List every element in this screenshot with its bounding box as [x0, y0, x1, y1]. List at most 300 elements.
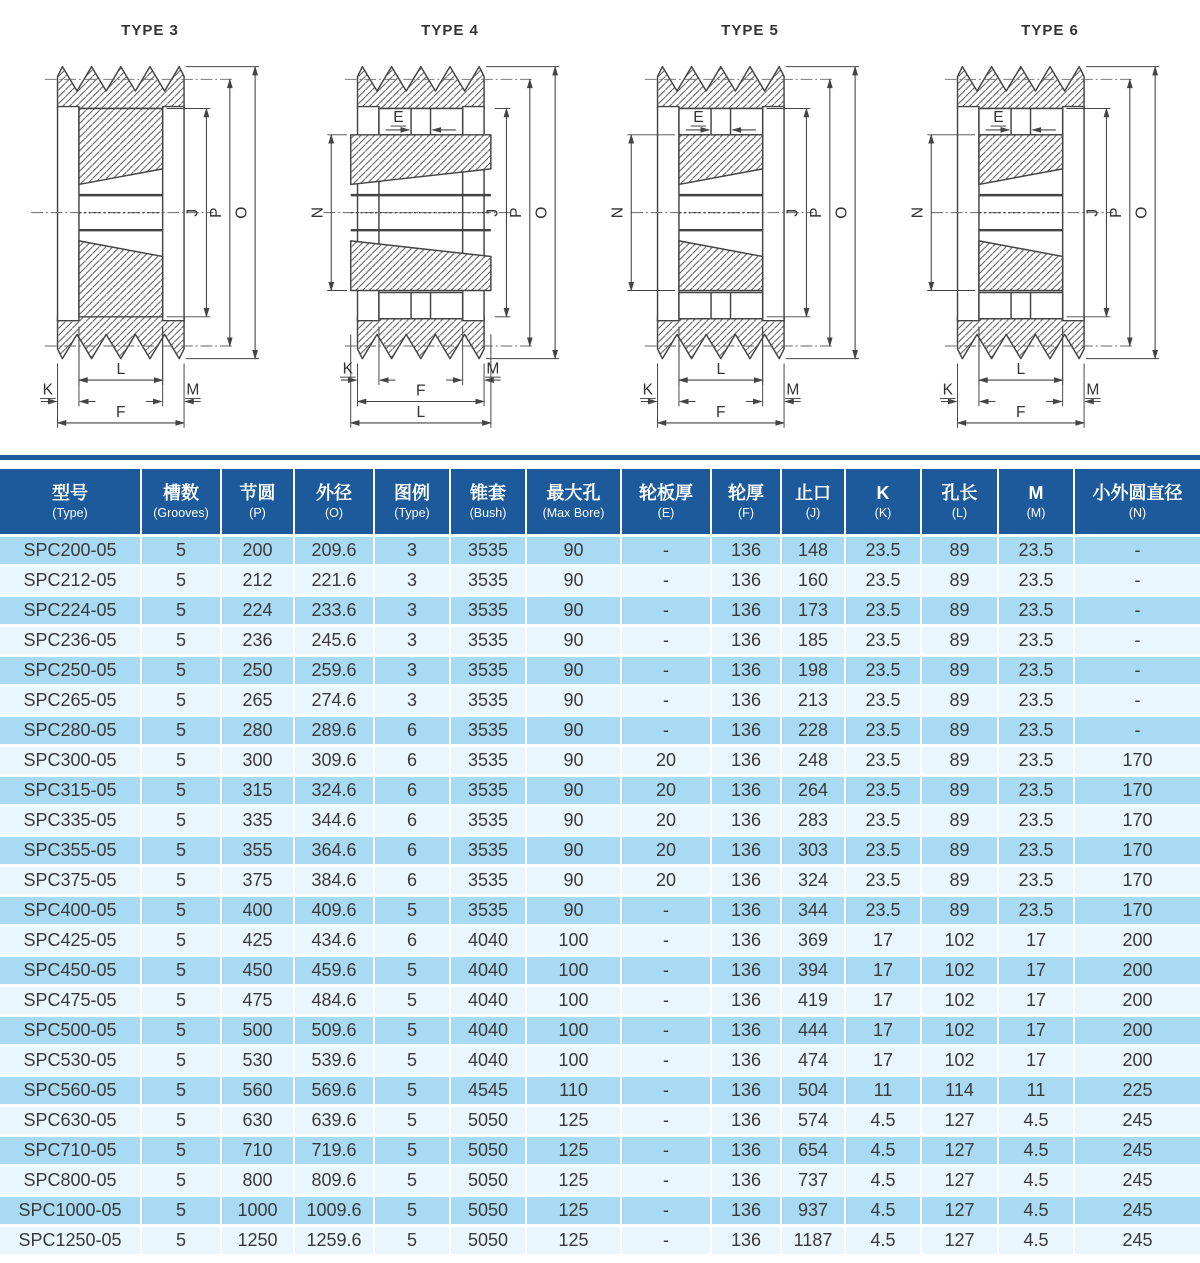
- table-cell: 136: [712, 1197, 782, 1227]
- table-cell: -: [622, 927, 712, 957]
- pulley-drawing-type4: [304, 41, 596, 433]
- table-cell: 6: [375, 807, 451, 837]
- table-row-SPC425-05: [0, 927, 1200, 957]
- dim-label-E: E: [993, 109, 1004, 127]
- table-cell: 170: [1075, 867, 1200, 897]
- table-cell: 5: [375, 1107, 451, 1137]
- table-cell: 90: [527, 717, 622, 747]
- table-cell: 23.5: [846, 807, 922, 837]
- table-cell: 3535: [451, 657, 527, 687]
- table-cell: 90: [527, 867, 622, 897]
- table-cell: SPC1250-05: [0, 1227, 142, 1257]
- table-cell: 569.6: [295, 1077, 375, 1107]
- table-cell: SPC224-05: [0, 597, 142, 627]
- table-cell: 200: [1075, 987, 1200, 1017]
- table-cell: 212: [222, 567, 295, 597]
- table-cell: 125: [527, 1197, 622, 1227]
- table-cell: 3535: [451, 897, 527, 927]
- table-cell: 3535: [451, 567, 527, 597]
- header-cell-10: [846, 469, 922, 537]
- table-row-SPC224-05: [0, 597, 1200, 627]
- header-en: (Bush): [469, 506, 507, 521]
- table-cell: SPC375-05: [0, 867, 142, 897]
- dim-label-P: P: [808, 207, 826, 218]
- table-cell: 23.5: [999, 687, 1075, 717]
- header-cell-9: [782, 469, 846, 537]
- table-cell: 4040: [451, 957, 527, 987]
- table-cell: 136: [712, 657, 782, 687]
- table-cell: 5: [375, 897, 451, 927]
- table-cell: SPC200-05: [0, 537, 142, 567]
- header-zh: 小外圆直径: [1092, 482, 1183, 503]
- table-cell: 3535: [451, 597, 527, 627]
- table-row-SPC1250-05: [0, 1227, 1200, 1257]
- table-row-SPC450-05: [0, 957, 1200, 987]
- table-cell: -: [622, 897, 712, 927]
- table-cell: 3535: [451, 867, 527, 897]
- table-cell: SPC450-05: [0, 957, 142, 987]
- table-cell: 509.6: [295, 1017, 375, 1047]
- header-cell-3: [295, 469, 375, 537]
- table-cell: 136: [712, 1107, 782, 1137]
- table-cell: 102: [922, 957, 999, 987]
- dim-label-M: M: [186, 381, 200, 399]
- table-cell: 4545: [451, 1077, 527, 1107]
- table-cell: 245: [1075, 1107, 1200, 1137]
- table-row-SPC335-05: [0, 807, 1200, 837]
- table-cell: 17: [846, 1047, 922, 1077]
- table-cell: 6: [375, 717, 451, 747]
- table-cell: 1259.6: [295, 1227, 375, 1257]
- spec-table-header: [0, 469, 1200, 537]
- table-cell: 89: [922, 567, 999, 597]
- table-cell: 245: [1075, 1137, 1200, 1167]
- table-row-SPC375-05: [0, 867, 1200, 897]
- table-cell: 17: [846, 987, 922, 1017]
- table-cell: 89: [922, 837, 999, 867]
- table-cell: 136: [712, 897, 782, 927]
- table-cell: 127: [922, 1137, 999, 1167]
- table-cell: 23.5: [846, 747, 922, 777]
- table-cell: SPC250-05: [0, 657, 142, 687]
- table-cell: 89: [922, 897, 999, 927]
- table-cell: 89: [922, 807, 999, 837]
- table-cell: 5050: [451, 1107, 527, 1137]
- table-cell: 136: [712, 1047, 782, 1077]
- table-cell: -: [622, 627, 712, 657]
- table-cell: 245: [1075, 1197, 1200, 1227]
- header-cell-8: [712, 469, 782, 537]
- table-cell: 344: [782, 897, 846, 927]
- table-cell: 1009.6: [295, 1197, 375, 1227]
- table-cell: SPC530-05: [0, 1047, 142, 1077]
- table-cell: 5: [142, 1017, 222, 1047]
- table-cell: 315: [222, 777, 295, 807]
- table-cell: 136: [712, 567, 782, 597]
- table-cell: 17: [999, 957, 1075, 987]
- table-cell: 309.6: [295, 747, 375, 777]
- table-cell: 5: [375, 1227, 451, 1257]
- diagram-type3: [0, 0, 300, 455]
- table-cell: 809.6: [295, 1167, 375, 1197]
- table-cell: 937: [782, 1197, 846, 1227]
- table-cell: 3535: [451, 627, 527, 657]
- table-cell: 800: [222, 1167, 295, 1197]
- diagram-title: TYPE 6: [1021, 22, 1079, 39]
- table-cell: 20: [622, 747, 712, 777]
- table-cell: 89: [922, 657, 999, 687]
- table-cell: 5: [142, 807, 222, 837]
- table-cell: 136: [712, 627, 782, 657]
- table-cell: -: [622, 957, 712, 987]
- table-cell: 11: [999, 1077, 1075, 1107]
- diagram-type6: [900, 0, 1200, 455]
- table-cell: SPC355-05: [0, 837, 142, 867]
- table-cell: 170: [1075, 777, 1200, 807]
- table-cell: 102: [922, 927, 999, 957]
- dim-label-L: L: [1016, 361, 1026, 379]
- table-cell: 303: [782, 837, 846, 867]
- diagram-title: TYPE 3: [121, 22, 179, 39]
- table-cell: 504: [782, 1077, 846, 1107]
- table-cell: 394: [782, 957, 846, 987]
- header-en: (M): [1026, 506, 1046, 521]
- table-cell: 125: [527, 1167, 622, 1197]
- table-cell: 136: [712, 987, 782, 1017]
- pulley-drawing-type5: [604, 41, 896, 433]
- table-cell: 5: [375, 957, 451, 987]
- dim-label-F: F: [116, 404, 126, 422]
- table-cell: 20: [622, 867, 712, 897]
- pulley-body: [631, 67, 833, 359]
- table-cell: 5: [375, 1197, 451, 1227]
- table-cell: 200: [1075, 1047, 1200, 1077]
- table-cell: 719.6: [295, 1137, 375, 1167]
- table-cell: 259.6: [295, 657, 375, 687]
- table-cell: 23.5: [999, 537, 1075, 567]
- table-row-SPC630-05: [0, 1107, 1200, 1137]
- header-en: (N): [1128, 506, 1147, 521]
- table-cell: 233.6: [295, 597, 375, 627]
- table-cell: 89: [922, 777, 999, 807]
- header-cell-11: [922, 469, 999, 537]
- dim-label-F: F: [416, 382, 426, 400]
- table-cell: SPC335-05: [0, 807, 142, 837]
- header-en: (E): [657, 506, 675, 521]
- table-cell: -: [622, 1077, 712, 1107]
- table-cell: 630: [222, 1107, 295, 1137]
- dim-label-P: P: [1108, 207, 1126, 218]
- table-cell: SPC212-05: [0, 567, 142, 597]
- dim-label-O: O: [1133, 206, 1151, 219]
- table-cell: SPC560-05: [0, 1077, 142, 1107]
- table-cell: 5: [375, 987, 451, 1017]
- table-row-SPC475-05: [0, 987, 1200, 1017]
- table-cell: 6: [375, 747, 451, 777]
- dim-label-M: M: [1086, 381, 1100, 399]
- table-cell: 170: [1075, 807, 1200, 837]
- table-cell: SPC400-05: [0, 897, 142, 927]
- table-cell: 125: [527, 1227, 622, 1257]
- table-cell: 5050: [451, 1167, 527, 1197]
- table-cell: 4040: [451, 927, 527, 957]
- table-cell: 102: [922, 1017, 999, 1047]
- table-cell: 264: [782, 777, 846, 807]
- table-cell: 3535: [451, 777, 527, 807]
- table-cell: 369: [782, 927, 846, 957]
- table-row-SPC710-05: [0, 1137, 1200, 1167]
- table-cell: -: [622, 1017, 712, 1047]
- table-cell: 5: [142, 837, 222, 867]
- header-zh: 轮厚: [728, 482, 764, 503]
- table-cell: 17: [846, 927, 922, 957]
- table-cell: -: [622, 1167, 712, 1197]
- table-cell: 355: [222, 837, 295, 867]
- table-cell: 3535: [451, 807, 527, 837]
- table-cell: 5: [375, 1077, 451, 1107]
- table-cell: 228: [782, 717, 846, 747]
- table-cell: 23.5: [999, 717, 1075, 747]
- table-cell: 444: [782, 1017, 846, 1047]
- table-cell: 4.5: [846, 1227, 922, 1257]
- header-en: (L): [951, 506, 968, 521]
- table-cell: 5: [375, 1167, 451, 1197]
- table-cell: 136: [712, 597, 782, 627]
- table-cell: SPC710-05: [0, 1137, 142, 1167]
- table-cell: 100: [527, 1047, 622, 1077]
- table-cell: 654: [782, 1137, 846, 1167]
- table-cell: 136: [712, 687, 782, 717]
- dim-label-M: M: [486, 360, 500, 378]
- table-cell: 1000: [222, 1197, 295, 1227]
- table-cell: 90: [527, 837, 622, 867]
- table-row-SPC280-05: [0, 717, 1200, 747]
- table-cell: 4.5: [999, 1107, 1075, 1137]
- table-cell: 185: [782, 627, 846, 657]
- table-cell: 136: [712, 717, 782, 747]
- table-cell: 23.5: [846, 867, 922, 897]
- table-cell: 17: [999, 987, 1075, 1017]
- table-cell: -: [622, 1137, 712, 1167]
- table-cell: 127: [922, 1107, 999, 1137]
- table-cell: 5: [142, 897, 222, 927]
- table-cell: 160: [782, 567, 846, 597]
- dim-label-O: O: [833, 206, 851, 219]
- table-cell: -: [622, 1227, 712, 1257]
- table-cell: 5: [142, 1107, 222, 1137]
- table-cell: SPC265-05: [0, 687, 142, 717]
- table-cell: 23.5: [999, 777, 1075, 807]
- table-cell: 6: [375, 777, 451, 807]
- table-cell: 484.6: [295, 987, 375, 1017]
- table-cell: SPC300-05: [0, 747, 142, 777]
- table-cell: 5: [142, 1077, 222, 1107]
- table-cell: 4.5: [846, 1197, 922, 1227]
- dim-label-N: N: [609, 207, 627, 219]
- table-cell: 136: [712, 537, 782, 567]
- table-top-rule: [0, 455, 1200, 460]
- table-cell: 89: [922, 717, 999, 747]
- table-cell: 3: [375, 597, 451, 627]
- table-cell: 90: [527, 687, 622, 717]
- table-cell: -: [1075, 567, 1200, 597]
- table-cell: 200: [1075, 927, 1200, 957]
- table-cell: 170: [1075, 897, 1200, 927]
- dim-label-E: E: [693, 109, 704, 127]
- table-cell: 3: [375, 687, 451, 717]
- table-cell: 23.5: [846, 597, 922, 627]
- diagram-type4: [300, 0, 600, 455]
- table-cell: 100: [527, 1017, 622, 1047]
- table-cell: 409.6: [295, 897, 375, 927]
- header-zh: 锥套: [470, 482, 506, 503]
- table-cell: 4.5: [999, 1227, 1075, 1257]
- table-cell: SPC800-05: [0, 1167, 142, 1197]
- table-cell: 5050: [451, 1227, 527, 1257]
- table-cell: 5: [142, 1047, 222, 1077]
- table-cell: 5: [375, 1047, 451, 1077]
- dim-label-J: J: [184, 208, 202, 217]
- table-cell: 5: [375, 1017, 451, 1047]
- table-cell: 100: [527, 987, 622, 1017]
- table-row-SPC315-05: [0, 777, 1200, 807]
- dim-label-K: K: [342, 360, 353, 378]
- table-cell: 136: [712, 1167, 782, 1197]
- table-cell: 4.5: [846, 1167, 922, 1197]
- table-cell: 23.5: [999, 597, 1075, 627]
- table-cell: 221.6: [295, 567, 375, 597]
- table-cell: 136: [712, 1227, 782, 1257]
- header-cell-13: [1075, 469, 1200, 537]
- diagram-title: TYPE 4: [421, 22, 479, 39]
- table-row-SPC200-05: [0, 537, 1200, 567]
- table-cell: 335: [222, 807, 295, 837]
- table-row-SPC212-05: [0, 567, 1200, 597]
- table-cell: 1187: [782, 1227, 846, 1257]
- table-cell: 125: [527, 1107, 622, 1137]
- table-cell: 20: [622, 807, 712, 837]
- table-cell: 274.6: [295, 687, 375, 717]
- header-zh: 型号: [52, 482, 88, 503]
- table-cell: 4040: [451, 1017, 527, 1047]
- table-cell: 324: [782, 867, 846, 897]
- header-zh: 最大孔: [546, 482, 601, 503]
- header-zh: 止口: [795, 482, 831, 503]
- table-cell: 89: [922, 627, 999, 657]
- table-cell: 23.5: [999, 807, 1075, 837]
- table-cell: 3535: [451, 537, 527, 567]
- table-row-SPC800-05: [0, 1167, 1200, 1197]
- table-cell: 3: [375, 657, 451, 687]
- header-cell-4: [375, 469, 451, 537]
- header-en: (O): [324, 506, 344, 521]
- dim-label-P: P: [508, 207, 526, 218]
- header-zh: 孔长: [941, 482, 978, 503]
- table-cell: 384.6: [295, 867, 375, 897]
- table-cell: 90: [527, 567, 622, 597]
- table-cell: 23.5: [846, 537, 922, 567]
- table-cell: 200: [1075, 957, 1200, 987]
- table-cell: 530: [222, 1047, 295, 1077]
- table-cell: -: [622, 537, 712, 567]
- table-cell: 90: [527, 747, 622, 777]
- table-cell: 114: [922, 1077, 999, 1107]
- table-cell: 3535: [451, 747, 527, 777]
- header-cell-1: [142, 469, 222, 537]
- table-cell: 3: [375, 627, 451, 657]
- table-cell: 23.5: [846, 837, 922, 867]
- table-cell: -: [622, 567, 712, 597]
- table-cell: 23.5: [999, 567, 1075, 597]
- table-cell: 23.5: [846, 687, 922, 717]
- table-cell: 23.5: [846, 777, 922, 807]
- table-cell: 459.6: [295, 957, 375, 987]
- table-cell: 136: [712, 957, 782, 987]
- table-cell: 710: [222, 1137, 295, 1167]
- header-cell-12: [999, 469, 1075, 537]
- table-cell: SPC280-05: [0, 717, 142, 747]
- dim-label-L: L: [716, 361, 726, 379]
- pulley-body: [323, 67, 533, 359]
- table-cell: 23.5: [846, 657, 922, 687]
- dim-label-F: F: [1016, 404, 1026, 422]
- table-cell: 100: [527, 927, 622, 957]
- header-en: (Type): [394, 506, 430, 521]
- table-cell: 5: [142, 627, 222, 657]
- dim-label-L: L: [116, 361, 126, 379]
- header-zh: K: [876, 482, 890, 503]
- table-cell: 737: [782, 1167, 846, 1197]
- dim-label-N: N: [909, 207, 927, 219]
- table-cell: 5: [142, 777, 222, 807]
- header-en: (Max Bore): [542, 506, 605, 521]
- table-cell: 89: [922, 597, 999, 627]
- header-en: (F): [738, 506, 754, 521]
- table-cell: SPC630-05: [0, 1107, 142, 1137]
- table-cell: -: [1075, 537, 1200, 567]
- table-cell: 89: [922, 747, 999, 777]
- table-cell: 3: [375, 537, 451, 567]
- dim-label-J: J: [1084, 208, 1102, 217]
- table-cell: 539.6: [295, 1047, 375, 1077]
- table-cell: 90: [527, 597, 622, 627]
- table-cell: 198: [782, 657, 846, 687]
- table-cell: 4.5: [999, 1197, 1075, 1227]
- table-cell: 5: [142, 1167, 222, 1197]
- table-cell: 23.5: [999, 657, 1075, 687]
- table-row-SPC400-05: [0, 897, 1200, 927]
- table-cell: 4040: [451, 987, 527, 1017]
- table-cell: 89: [922, 867, 999, 897]
- table-row-SPC355-05: [0, 837, 1200, 867]
- table-cell: 5: [142, 537, 222, 567]
- table-cell: 5: [142, 717, 222, 747]
- table-cell: 17: [999, 927, 1075, 957]
- table-cell: SPC475-05: [0, 987, 142, 1017]
- header-zh: 图例: [394, 482, 430, 503]
- table-cell: 23.5: [999, 837, 1075, 867]
- table-cell: 224: [222, 597, 295, 627]
- table-cell: 245: [1075, 1227, 1200, 1257]
- table-cell: SPC1000-05: [0, 1197, 142, 1227]
- table-cell: 3535: [451, 717, 527, 747]
- header-cell-2: [222, 469, 295, 537]
- table-cell: 5: [142, 1227, 222, 1257]
- table-cell: 344.6: [295, 807, 375, 837]
- table-cell: 4040: [451, 1047, 527, 1077]
- table-cell: 127: [922, 1227, 999, 1257]
- header-en: (J): [805, 506, 821, 521]
